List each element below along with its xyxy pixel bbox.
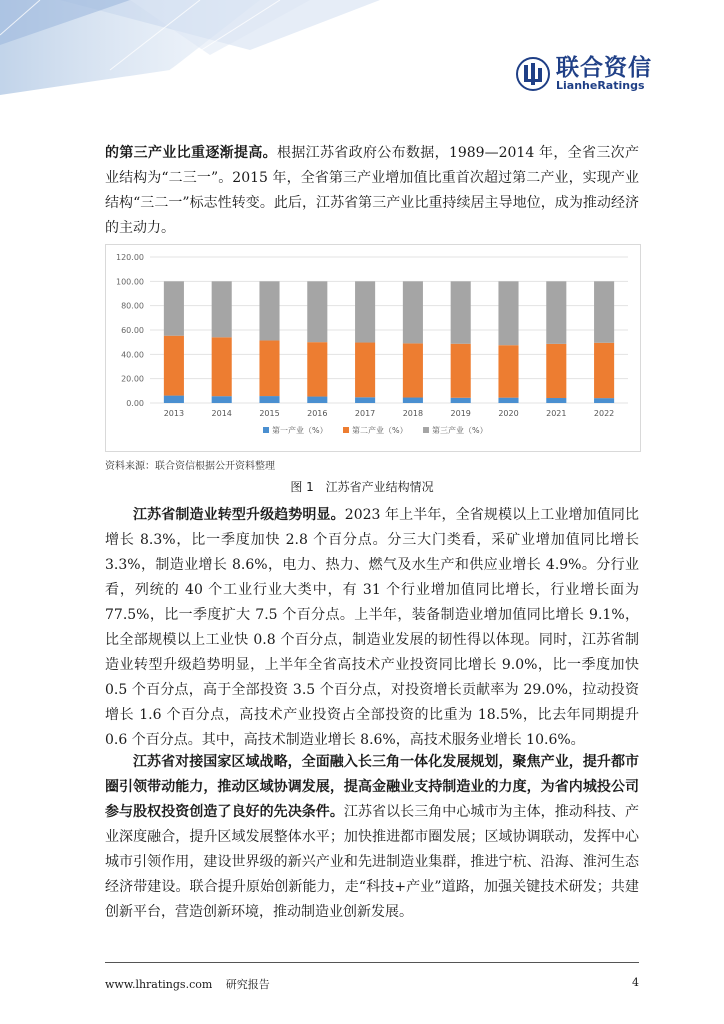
y-tick-label: 80.00 <box>121 301 144 311</box>
page-number: 4 <box>632 976 639 989</box>
bar-segment-3 <box>259 281 279 340</box>
bar-segment-3 <box>307 281 327 342</box>
y-tick-label: 20.00 <box>121 374 144 384</box>
figure-source: 资料来源：联合资信根据公开资料整理 <box>105 461 275 472</box>
bar-segment-1 <box>451 398 471 403</box>
paragraph-regional-strategy <box>105 750 639 925</box>
figure-caption-title: 江苏省产业结构情况 <box>325 480 434 494</box>
legend-swatch <box>343 427 349 433</box>
logo-mark-icon <box>516 57 550 91</box>
legend-label: 第二产业（%） <box>352 426 408 435</box>
bar-segment-2 <box>307 342 327 396</box>
bar-segment-1 <box>498 398 518 403</box>
footer-doc-type: 研究报告 <box>225 978 270 991</box>
bar-segment-3 <box>164 281 184 335</box>
bar-segment-1 <box>212 396 232 403</box>
y-tick-label: 40.00 <box>121 350 144 360</box>
bar-segment-3 <box>451 281 471 343</box>
x-tick-label: 2013 <box>163 409 185 418</box>
industry-structure-chart <box>105 244 641 452</box>
logo-cn-text: 联合资信 <box>556 55 652 81</box>
footer-divider <box>105 962 639 963</box>
x-tick-label: 2022 <box>593 409 615 418</box>
bar-segment-3 <box>403 281 423 343</box>
paragraph-regional-bold: 江苏省对接国家区域战略，全面融入长三角一体化发展规划，聚焦产业，提升都市圈引领带动能力，推动区域协调发展，提高金融业支持制造业的力度，为省内城投公司参与股权投资创造了良好的先决条件。 <box>105 754 639 820</box>
footer-info <box>105 976 280 992</box>
chart-canvas <box>106 245 640 451</box>
bar-segment-2 <box>212 337 232 396</box>
bar-segment-1 <box>546 398 566 403</box>
bar-segment-3 <box>212 281 232 337</box>
bar-segment-2 <box>451 344 471 398</box>
legend-swatch <box>423 427 429 433</box>
paragraph-manufacturing-bold: 江苏省制造业转型升级趋势明显。 <box>133 507 345 523</box>
bar-segment-2 <box>355 343 375 398</box>
footer-website[interactable]: www.lhratings.com <box>105 978 213 991</box>
figure-caption <box>0 478 724 495</box>
y-tick-label: 60.00 <box>121 326 144 335</box>
x-tick-label: 2021 <box>546 409 567 418</box>
x-tick-label: 2020 <box>498 409 519 418</box>
brand-logo <box>516 56 652 92</box>
x-tick-label: 2017 <box>354 409 376 418</box>
bar-segment-1 <box>355 397 375 403</box>
figure-caption-number: 图 1 <box>290 480 314 494</box>
bar-segment-1 <box>307 397 327 403</box>
paragraph-manufacturing-text: 2023 年上半年，全省规模以上工业增加值同比增长 8.3%，比一季度加快 2.8 个百分点。分三大门类看，采矿业增加值同比增长 3.3%，制造业增长 8.6%，电力、热力、燃气及水生产和供应业增长 4.9%。分行业看，列统的 40 个工业行业大类中，有 31 个行业增加值同比增长，行业增长面为 77.5%，比一季度扩大 7.5 个百分点。上半年，装备制造业增加值同比增长 9.1%，比全部规模以上工业快 0.8 个百分点，制造业发展的韧性得以体现。同时，江苏省制造业转型升级趋势明显，上半年全省高技术产业投资同比增长 9.0%，比一季度加快 0.5 个百分点，高于全部投资 3.5 个百分点，对投资增长贡献率为 29.0%，拉动投资增长 1.6 个百分点，高技术产业投资占全部投资的比重为 18.5%，比去年同期提升 0.6 个百分点。其中，高技术制造业增长 8.6%，高技术服务业增长 10.6%。 <box>105 507 640 748</box>
bar-segment-1 <box>164 396 184 403</box>
bar-segment-2 <box>498 345 518 397</box>
logo-en-text: LianheRatings <box>556 79 645 92</box>
bar-segment-2 <box>259 340 279 396</box>
bar-segment-2 <box>594 343 614 398</box>
bar-segment-2 <box>546 344 566 398</box>
bar-segment-3 <box>498 281 518 345</box>
legend-label: 第三产业（%） <box>432 426 488 435</box>
paragraph-regional-text: 江苏省以长三角中心城市为主体，推动科技、产业深度融合，提升区域发展整体水平；加快推进都市圈发展；区域协调联动，发挥中心城市引领作用，建设世界级的新兴产业和先进制造业集群，推进宁杭、沿海、淮河生态经济带建设。联合提升原始创新能力，走“科技+产业”道路，加强关键技术研发；共建创新平台，营造创新环境，推动制造业创新发展。 <box>105 804 640 920</box>
y-tick-label: 0.00 <box>126 399 144 408</box>
bar-segment-1 <box>259 396 279 403</box>
legend-swatch <box>263 427 269 433</box>
bar-segment-1 <box>594 398 614 403</box>
legend-label: 第一产业（%） <box>272 426 328 435</box>
bar-segment-1 <box>403 398 423 403</box>
paragraph-intro-bold: 的第三产业比重逐渐提高。 <box>105 145 277 161</box>
y-tick-label: 120.00 <box>116 253 144 262</box>
bar-segment-3 <box>594 281 614 342</box>
y-tick-label: 100.00 <box>116 277 144 287</box>
x-tick-label: 2018 <box>402 409 424 418</box>
paragraph-manufacturing <box>105 503 639 753</box>
x-tick-label: 2014 <box>211 409 232 418</box>
bar-segment-3 <box>546 281 566 344</box>
paragraph-intro <box>105 141 639 241</box>
x-tick-label: 2019 <box>450 409 471 418</box>
bar-segment-2 <box>403 343 423 397</box>
bar-segment-2 <box>164 336 184 396</box>
x-tick-label: 2015 <box>259 409 280 418</box>
bar-segment-3 <box>355 281 375 342</box>
x-tick-label: 2016 <box>307 409 328 418</box>
paragraph-intro-text: 根据江苏省政府公布数据，1989—2014 年，全省三次产业结构为“二三一”。2015 年，全省第三产业增加值比重首次超过第二产业，实现产业结构“三二一”标志性转变。此后，江苏省第三产业比重持续居主导地位，成为推动经济的主动力。 <box>105 145 639 236</box>
